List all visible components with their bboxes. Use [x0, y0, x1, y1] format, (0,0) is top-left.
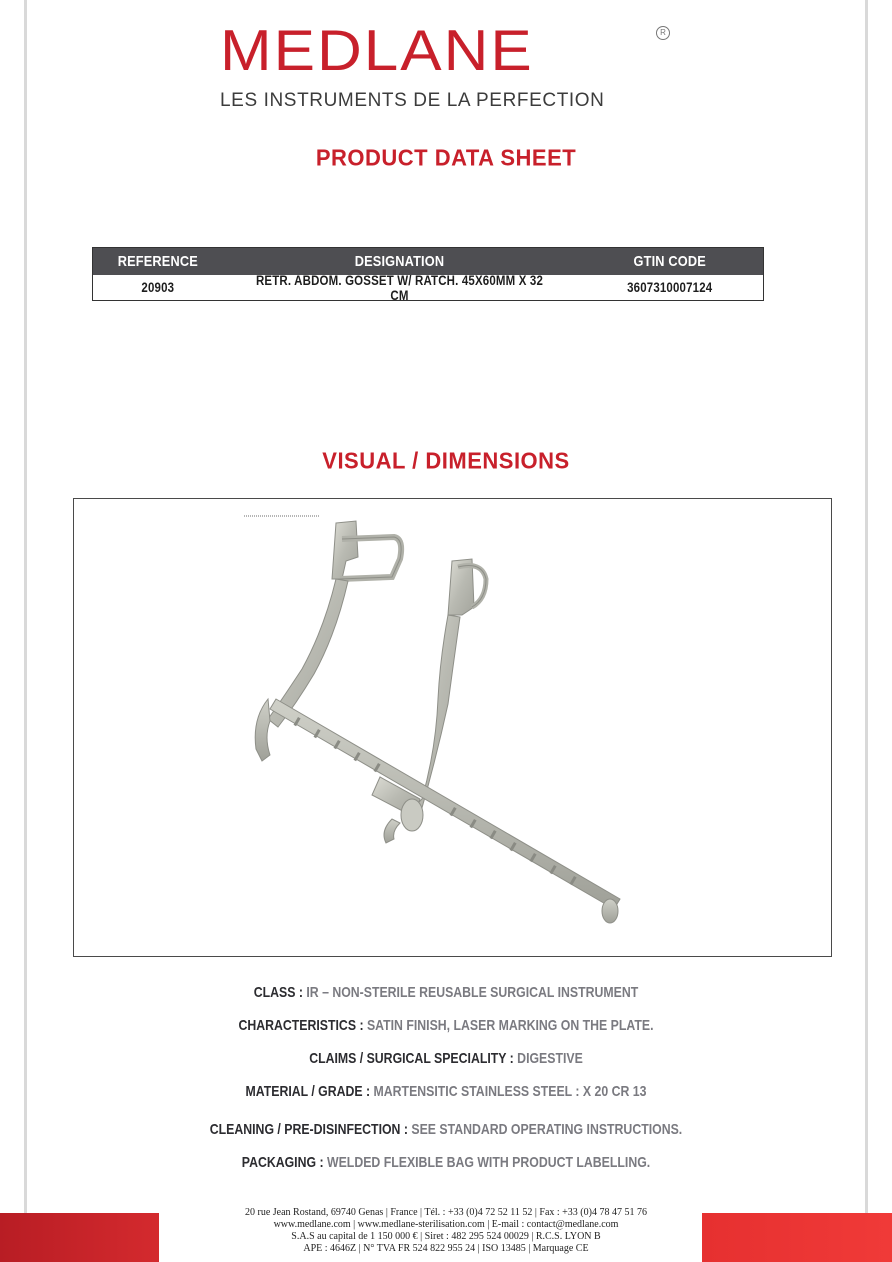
spec-class: CLASS : IR – NON-STERILE REUSABLE SURGICAL INSTRUMENT	[253, 984, 639, 1001]
header-gtin-code: GTIN CODE	[633, 253, 706, 270]
cell-reference: 20903	[141, 280, 175, 295]
brand-wordmark: MEDLANE	[220, 19, 534, 83]
cell-designation: RETR. ABDOM. GOSSET W/ RATCH. 45X60MM X 32 CM	[255, 272, 543, 303]
footer-web: www.medlane.com | www.medlane-sterilisation.com | E-mail : contact@medlane.com	[273, 1219, 619, 1230]
table-row	[93, 272, 763, 303]
abdominal-retractor-illustration-icon	[74, 499, 833, 958]
footer-legal: S.A.S au capital de 1 150 000 € | Siret : 482 295 524 00029 | R.C.S. LYON B	[291, 1231, 601, 1242]
footer-registration: APE : 4646Z | N° TVA FR 524 822 955 24 | ISO 13485 | Marquage CE	[303, 1243, 589, 1254]
right-border-line	[865, 0, 868, 1215]
reference-table-header	[93, 248, 763, 275]
visual-dimensions-title: VISUAL / DIMENSIONS	[322, 447, 570, 474]
footer-address: 20 rue Jean Rostand, 69740 Genas | France | Tél. : +33 (0)4 72 52 11 52 | Fax : +33 (0)4 78 47 51 76	[245, 1207, 647, 1218]
header-reference: REFERENCE	[117, 253, 198, 270]
company-footer	[0, 1207, 892, 1255]
header-designation: DESIGNATION	[354, 253, 444, 270]
brand-logo	[220, 19, 680, 114]
spec-claims: CLAIMS / SURGICAL SPECIALITY : DIGESTIVE	[309, 1050, 583, 1067]
product-visual-frame	[73, 498, 832, 957]
product-data-sheet-title: PRODUCT DATA SHEET	[315, 144, 577, 171]
cell-gtin-code: 3607310007124	[626, 280, 712, 295]
spec-characteristics: CHARACTERISTICS : SATIN FINISH, LASER MARKING ON THE PLATE.	[238, 1017, 654, 1034]
reference-table	[92, 247, 764, 301]
brand-tagline: LES INSTRUMENTS DE LA PERFECTION	[220, 90, 605, 111]
spec-packaging: PACKAGING : WELDED FLEXIBLE BAG WITH PRODUCT LABELLING.	[241, 1154, 651, 1171]
spec-material: MATERIAL / GRADE : MARTENSITIC STAINLESS STEEL : X 20 CR 13	[245, 1083, 647, 1100]
registered-mark-icon: R	[656, 26, 670, 40]
spec-cleaning: CLEANING / PRE-DISINFECTION : SEE STANDARD OPERATING INSTRUCTIONS.	[209, 1121, 683, 1138]
left-border-line	[24, 0, 27, 1215]
